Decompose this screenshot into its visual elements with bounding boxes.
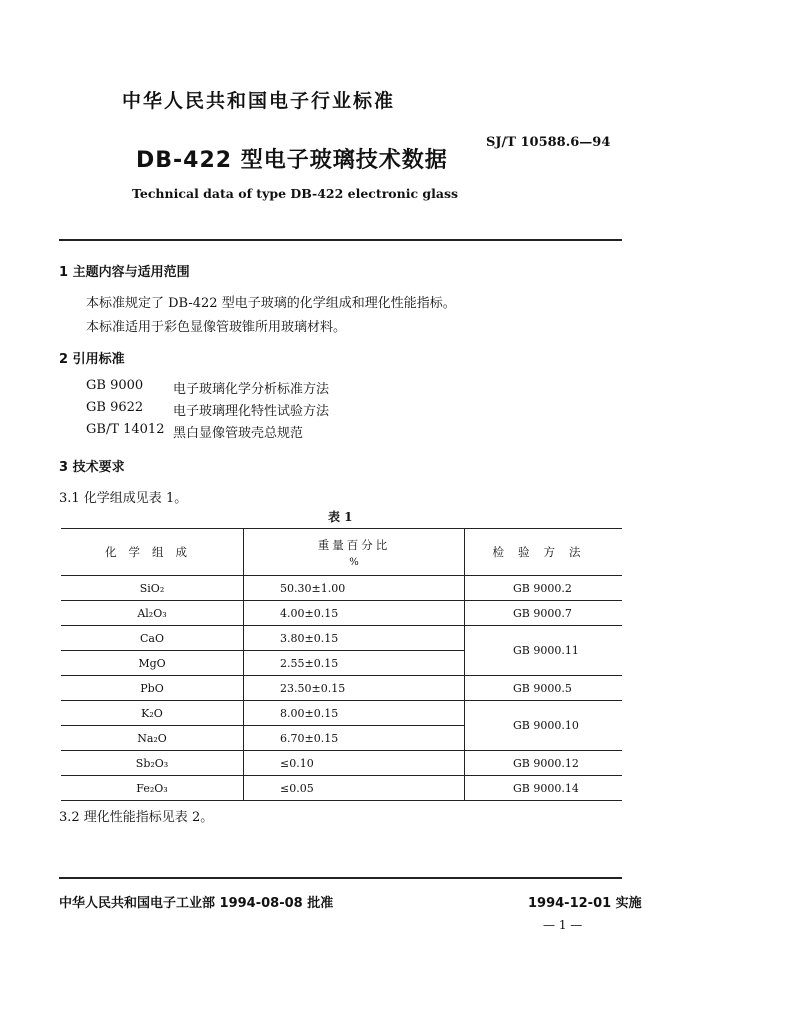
cell-component: PbO <box>61 676 244 701</box>
english-title: Technical data of type DB-422 electronic glass <box>132 186 459 201</box>
cell-component: CaO <box>61 626 244 651</box>
cell-component: K₂O <box>61 701 244 726</box>
cell-value: 2.55±0.15 <box>244 651 465 676</box>
ref-name: 黑白显像管玻壳总规范 <box>173 426 304 441</box>
section-3-heading: 3 技术要求 <box>59 460 125 475</box>
page-number: — 1 — <box>543 918 583 932</box>
section-3-2: 3.2 理化性能指标见表 2。 <box>59 810 214 825</box>
cell-method: GB 9000.11 <box>465 626 623 676</box>
table-header-row <box>61 529 622 576</box>
cell-component: Al₂O₃ <box>61 601 244 626</box>
header-method-label: 检验方法 <box>492 545 595 559</box>
cell-component: SiO₂ <box>61 576 244 601</box>
section-1-paragraph-2: 本标准适用于彩色显像管玻锥所用玻璃材料。 <box>86 320 347 335</box>
cell-value: 6.70±0.15 <box>244 726 465 751</box>
cell-component: MgO <box>61 651 244 676</box>
document-title: DB-422 型电子玻璃技术数据 <box>136 148 448 173</box>
table-row <box>61 776 622 801</box>
section-2-heading: 2 引用标准 <box>59 352 125 367</box>
ref-code: GB 9622 <box>86 400 144 415</box>
cell-method: GB 9000.2 <box>465 576 623 601</box>
header-mass-unit: % <box>349 556 359 568</box>
ref-code: GB 9000 <box>86 378 144 393</box>
cell-method: GB 9000.5 <box>465 676 623 701</box>
table-row <box>61 751 622 776</box>
cell-value: 50.30±1.00 <box>244 576 465 601</box>
header-mass-percent <box>244 529 465 576</box>
standard-code: SJ/T 10588.6—94 <box>486 135 611 150</box>
cell-method: GB 9000.10 <box>465 701 623 751</box>
chemical-composition-table <box>61 528 622 801</box>
cell-method: GB 9000.7 <box>465 601 623 626</box>
cell-value: ≤0.05 <box>244 776 465 801</box>
cell-value: 8.00±0.15 <box>244 701 465 726</box>
cell-method: GB 9000.14 <box>465 776 623 801</box>
cell-component: Sb₂O₃ <box>61 751 244 776</box>
header-component-label: 化学组成 <box>105 545 199 559</box>
effective-date: 1994-12-01 实施 <box>528 896 642 911</box>
cell-value: 3.80±0.15 <box>244 626 465 651</box>
cell-value: 23.50±0.15 <box>244 676 465 701</box>
cell-value: 4.00±0.15 <box>244 601 465 626</box>
ref-name: 电子玻璃化学分析标准方法 <box>173 382 330 397</box>
table-1-caption: 表 1 <box>328 510 353 524</box>
section-3-1: 3.1 化学组成见表 1。 <box>59 491 188 506</box>
cell-component: Fe₂O₃ <box>61 776 244 801</box>
header-component <box>61 529 244 576</box>
table-row <box>61 576 622 601</box>
table-row <box>61 676 622 701</box>
cell-component: Na₂O <box>61 726 244 751</box>
footer-divider <box>59 877 622 879</box>
table-row <box>61 626 622 651</box>
table-row <box>61 701 622 726</box>
ref-name: 电子玻璃理化特性试验方法 <box>173 404 330 419</box>
header-mass-percent-label: 重量百分比 <box>317 537 391 552</box>
ref-code: GB/T 14012 <box>86 422 165 437</box>
approval-line: 中华人民共和国电子工业部 1994-08-08 批准 <box>59 896 334 911</box>
header-method <box>465 529 623 576</box>
standard-category: 中华人民共和国电子行业标准 <box>122 90 396 112</box>
table-row <box>61 601 622 626</box>
header-divider <box>59 239 622 241</box>
section-1-paragraph-1: 本标准规定了 DB-422 型电子玻璃的化学组成和理化性能指标。 <box>86 296 456 311</box>
section-1-heading: 1 主题内容与适用范围 <box>59 265 190 280</box>
cell-value: ≤0.10 <box>244 751 465 776</box>
cell-method: GB 9000.12 <box>465 751 623 776</box>
